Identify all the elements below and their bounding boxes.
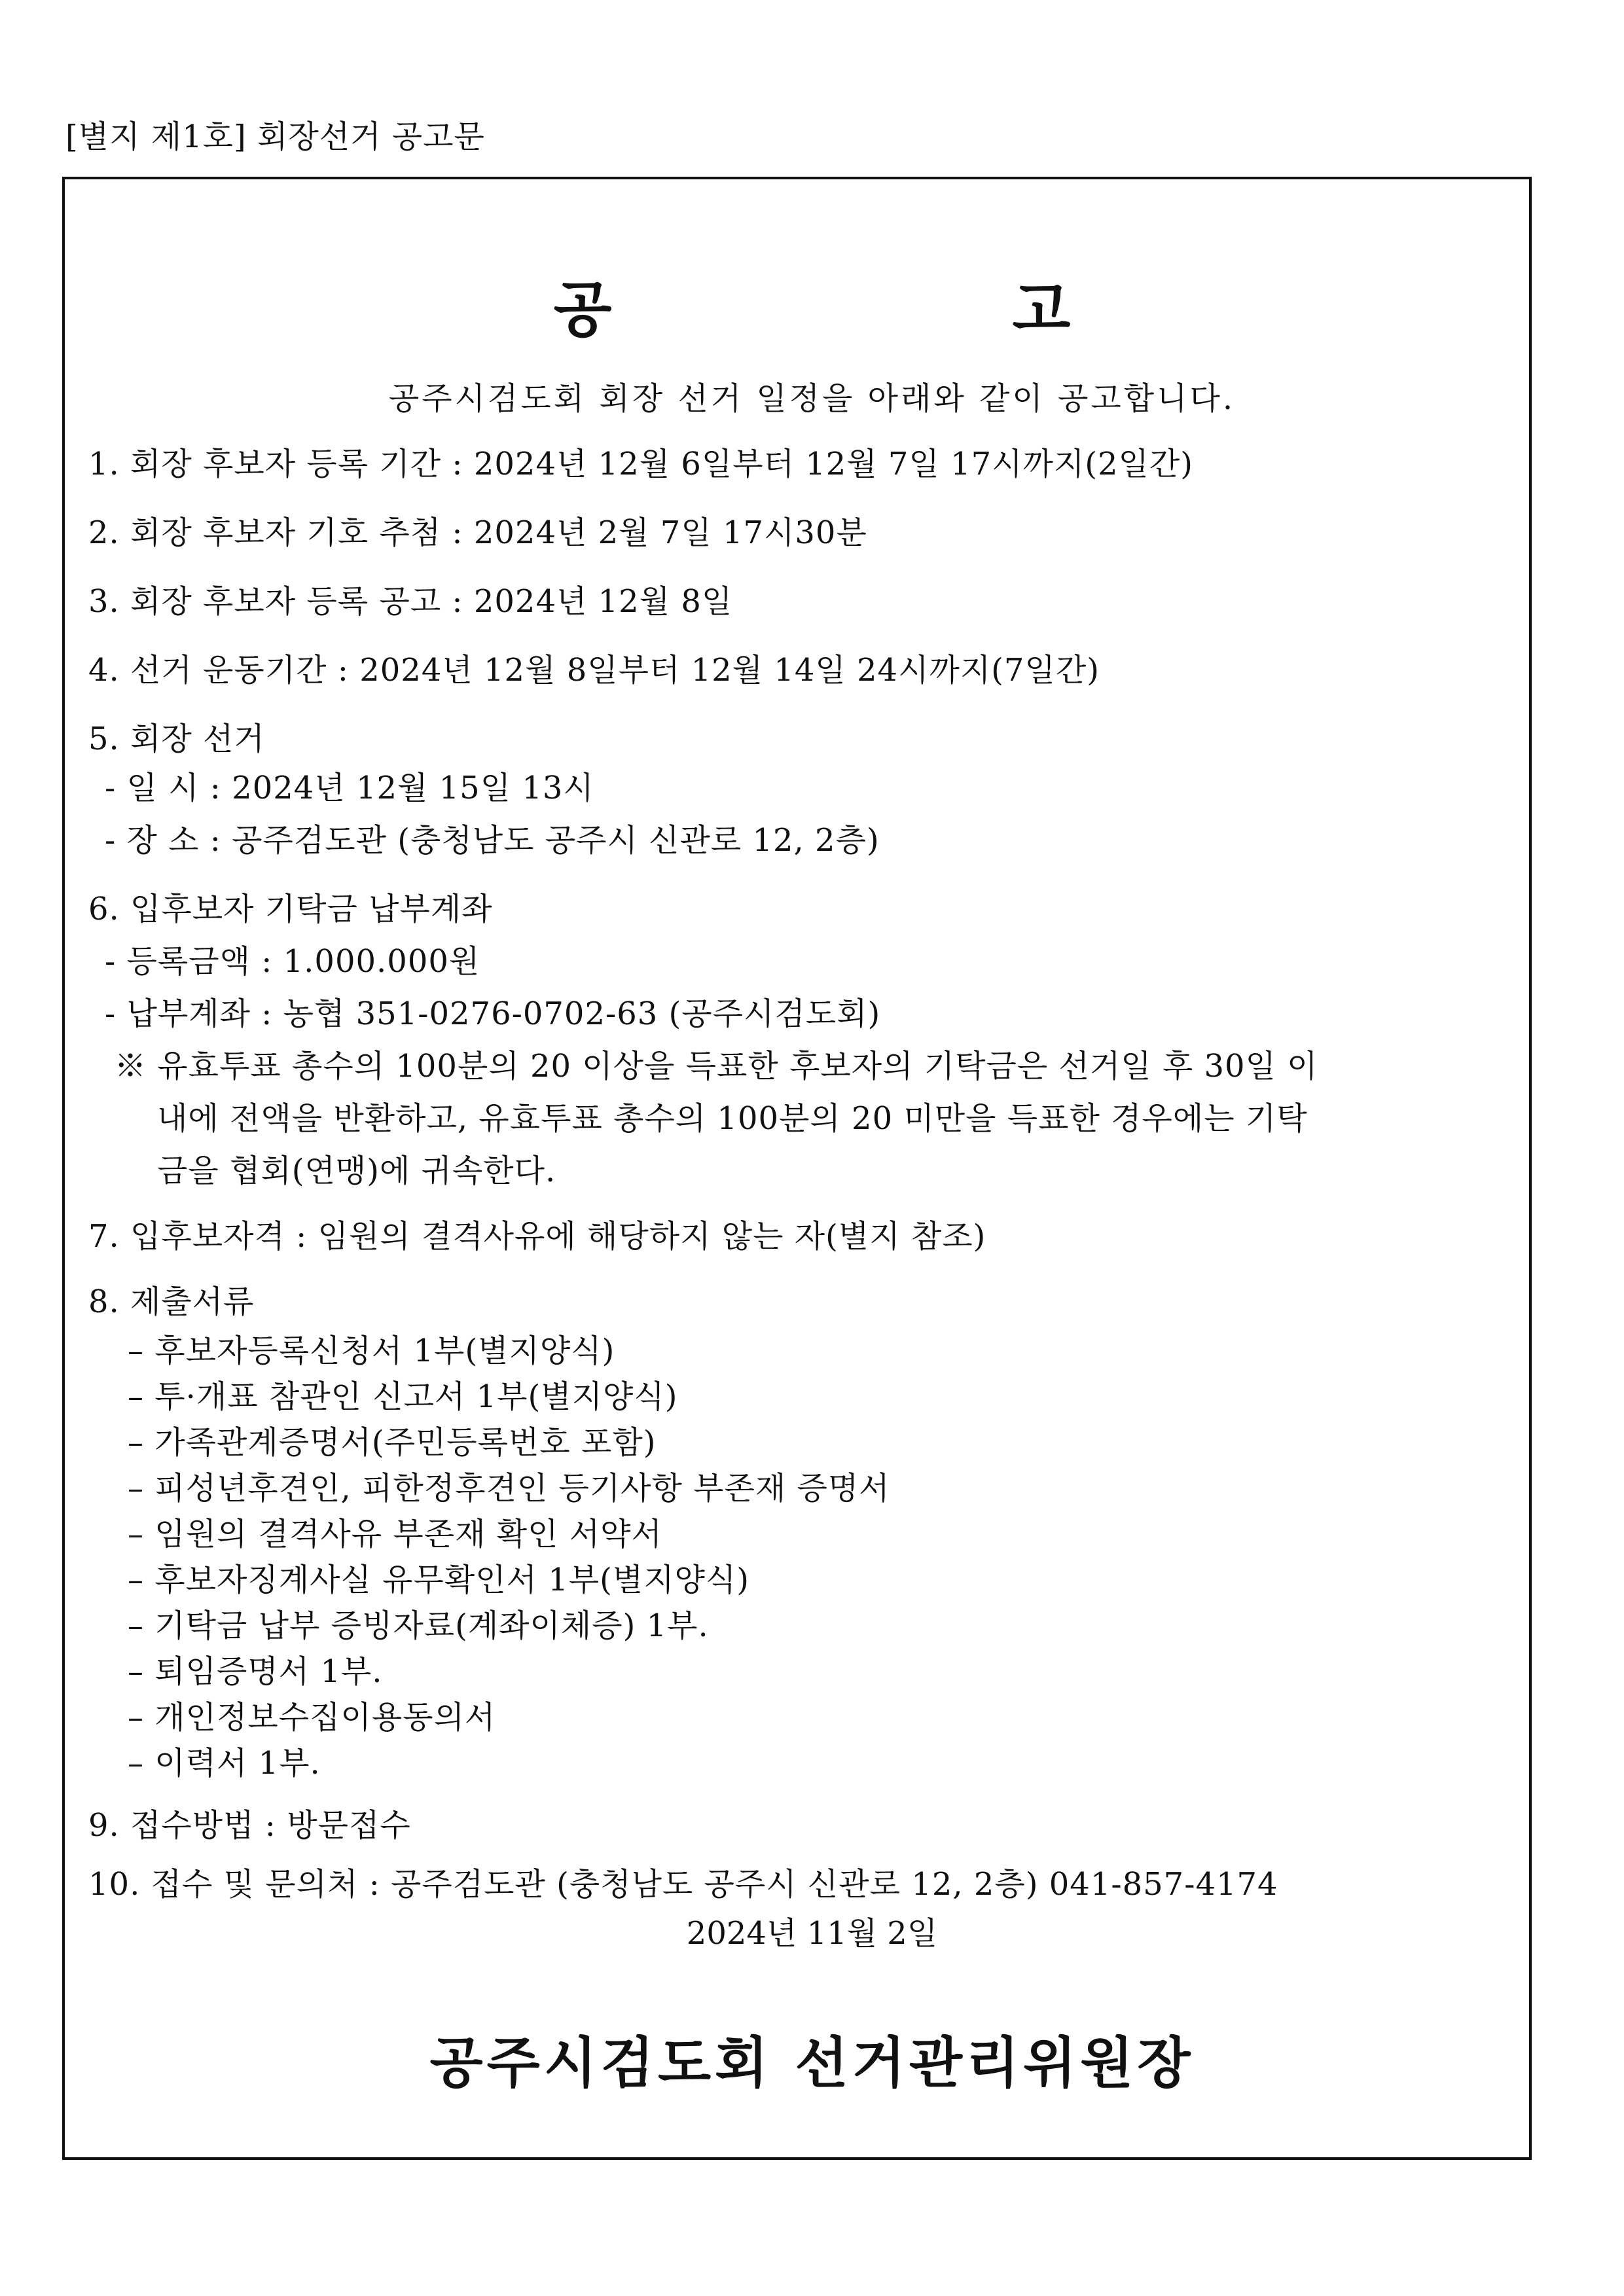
item-3-registration-notice: 3. 회장 후보자 등록 공고 : 2024년 12월 8일 [88,583,733,620]
issuer-signature: 공주시검도회 선거관리위원장 [429,2030,1195,2095]
document-item: – 퇴임증명서 1부. [128,1653,383,1690]
item-6-account: - 납부계좌 : 농협 351-0276-0702-63 (공주시검도회) [105,996,881,1032]
form-label: [별지 제1호] 회장선거 공고문 [65,118,485,155]
document-item: – 임원의 결격사유 부존재 확인 서약서 [128,1516,662,1552]
item-5-election: 5. 회장 선거 [88,721,265,757]
document-item: – 개인정보수집이용동의서 [128,1699,496,1736]
document-item: – 기탁금 납부 증빙자료(계좌이체증) 1부. [128,1607,709,1644]
item-4-campaign-period: 4. 선거 운동기간 : 2024년 12월 8일부터 12월 14일 24시까지(7일간) [88,652,1100,689]
item-5-datetime: - 일 시 : 2024년 12월 15일 13시 [105,770,594,806]
deposit-note-line-2: 내에 전액을 반환하고, 유효투표 총수의 100분의 20 미만을 득표한 경우에는 기탁 [157,1100,1308,1137]
item-6-amount: - 등록금액 : 1.000.000원 [105,943,480,980]
item-9-submission-method: 9. 접수방법 : 방문접수 [88,1807,411,1844]
item-5-location: - 장 소 : 공주검도관 (충청남도 공주시 신관로 12, 2층) [105,822,880,859]
item-6-deposit: 6. 입후보자 기탁금 납부계좌 [88,891,493,927]
deposit-note-line-1: ※ 유효투표 총수의 100분의 20 이상을 득표한 후보자의 기탁금은 선거일 후 30일 이 [115,1048,1318,1085]
notice-intro: 공주시검도회 회장 선거 일정을 아래와 같이 공고합니다. [388,380,1236,417]
deposit-note-line-3: 금을 협회(연맹)에 귀속한다. [157,1153,556,1189]
item-7-eligibility: 7. 입후보자격 : 임원의 결격사유에 해당하지 않는 자(별지 참조) [88,1218,986,1255]
item-1-registration-period: 1. 회장 후보자 등록 기간 : 2024년 12월 6일부터 12월 7일 17시까지(2일간) [88,446,1193,482]
document-item: – 가족관계증명서(주민등록번호 포함) [128,1424,657,1461]
document-item: – 투·개표 참관인 신고서 1부(별지양식) [128,1378,678,1415]
document-item: – 후보자등록신청서 1부(별지양식) [128,1333,615,1369]
item-8-documents: 8. 제출서류 [88,1283,255,1320]
item-2-number-draw: 2. 회장 후보자 기호 추첨 : 2024년 2월 7일 17시30분 [88,514,867,551]
notice-date: 2024년 11월 2일 [686,1915,938,1952]
notice-title: 공 고 [553,274,1261,345]
document-item: – 피성년후견인, 피한정후견인 등기사항 부존재 증명서 [128,1470,890,1507]
item-10-contact: 10. 접수 및 문의처 : 공주검도관 (충청남도 공주시 신관로 12, 2층) 041-857-4174 [88,1866,1278,1903]
document-item: – 후보자징계사실 유무확인서 1부(별지양식) [128,1562,750,1598]
document-item: – 이력서 1부. [128,1745,321,1782]
